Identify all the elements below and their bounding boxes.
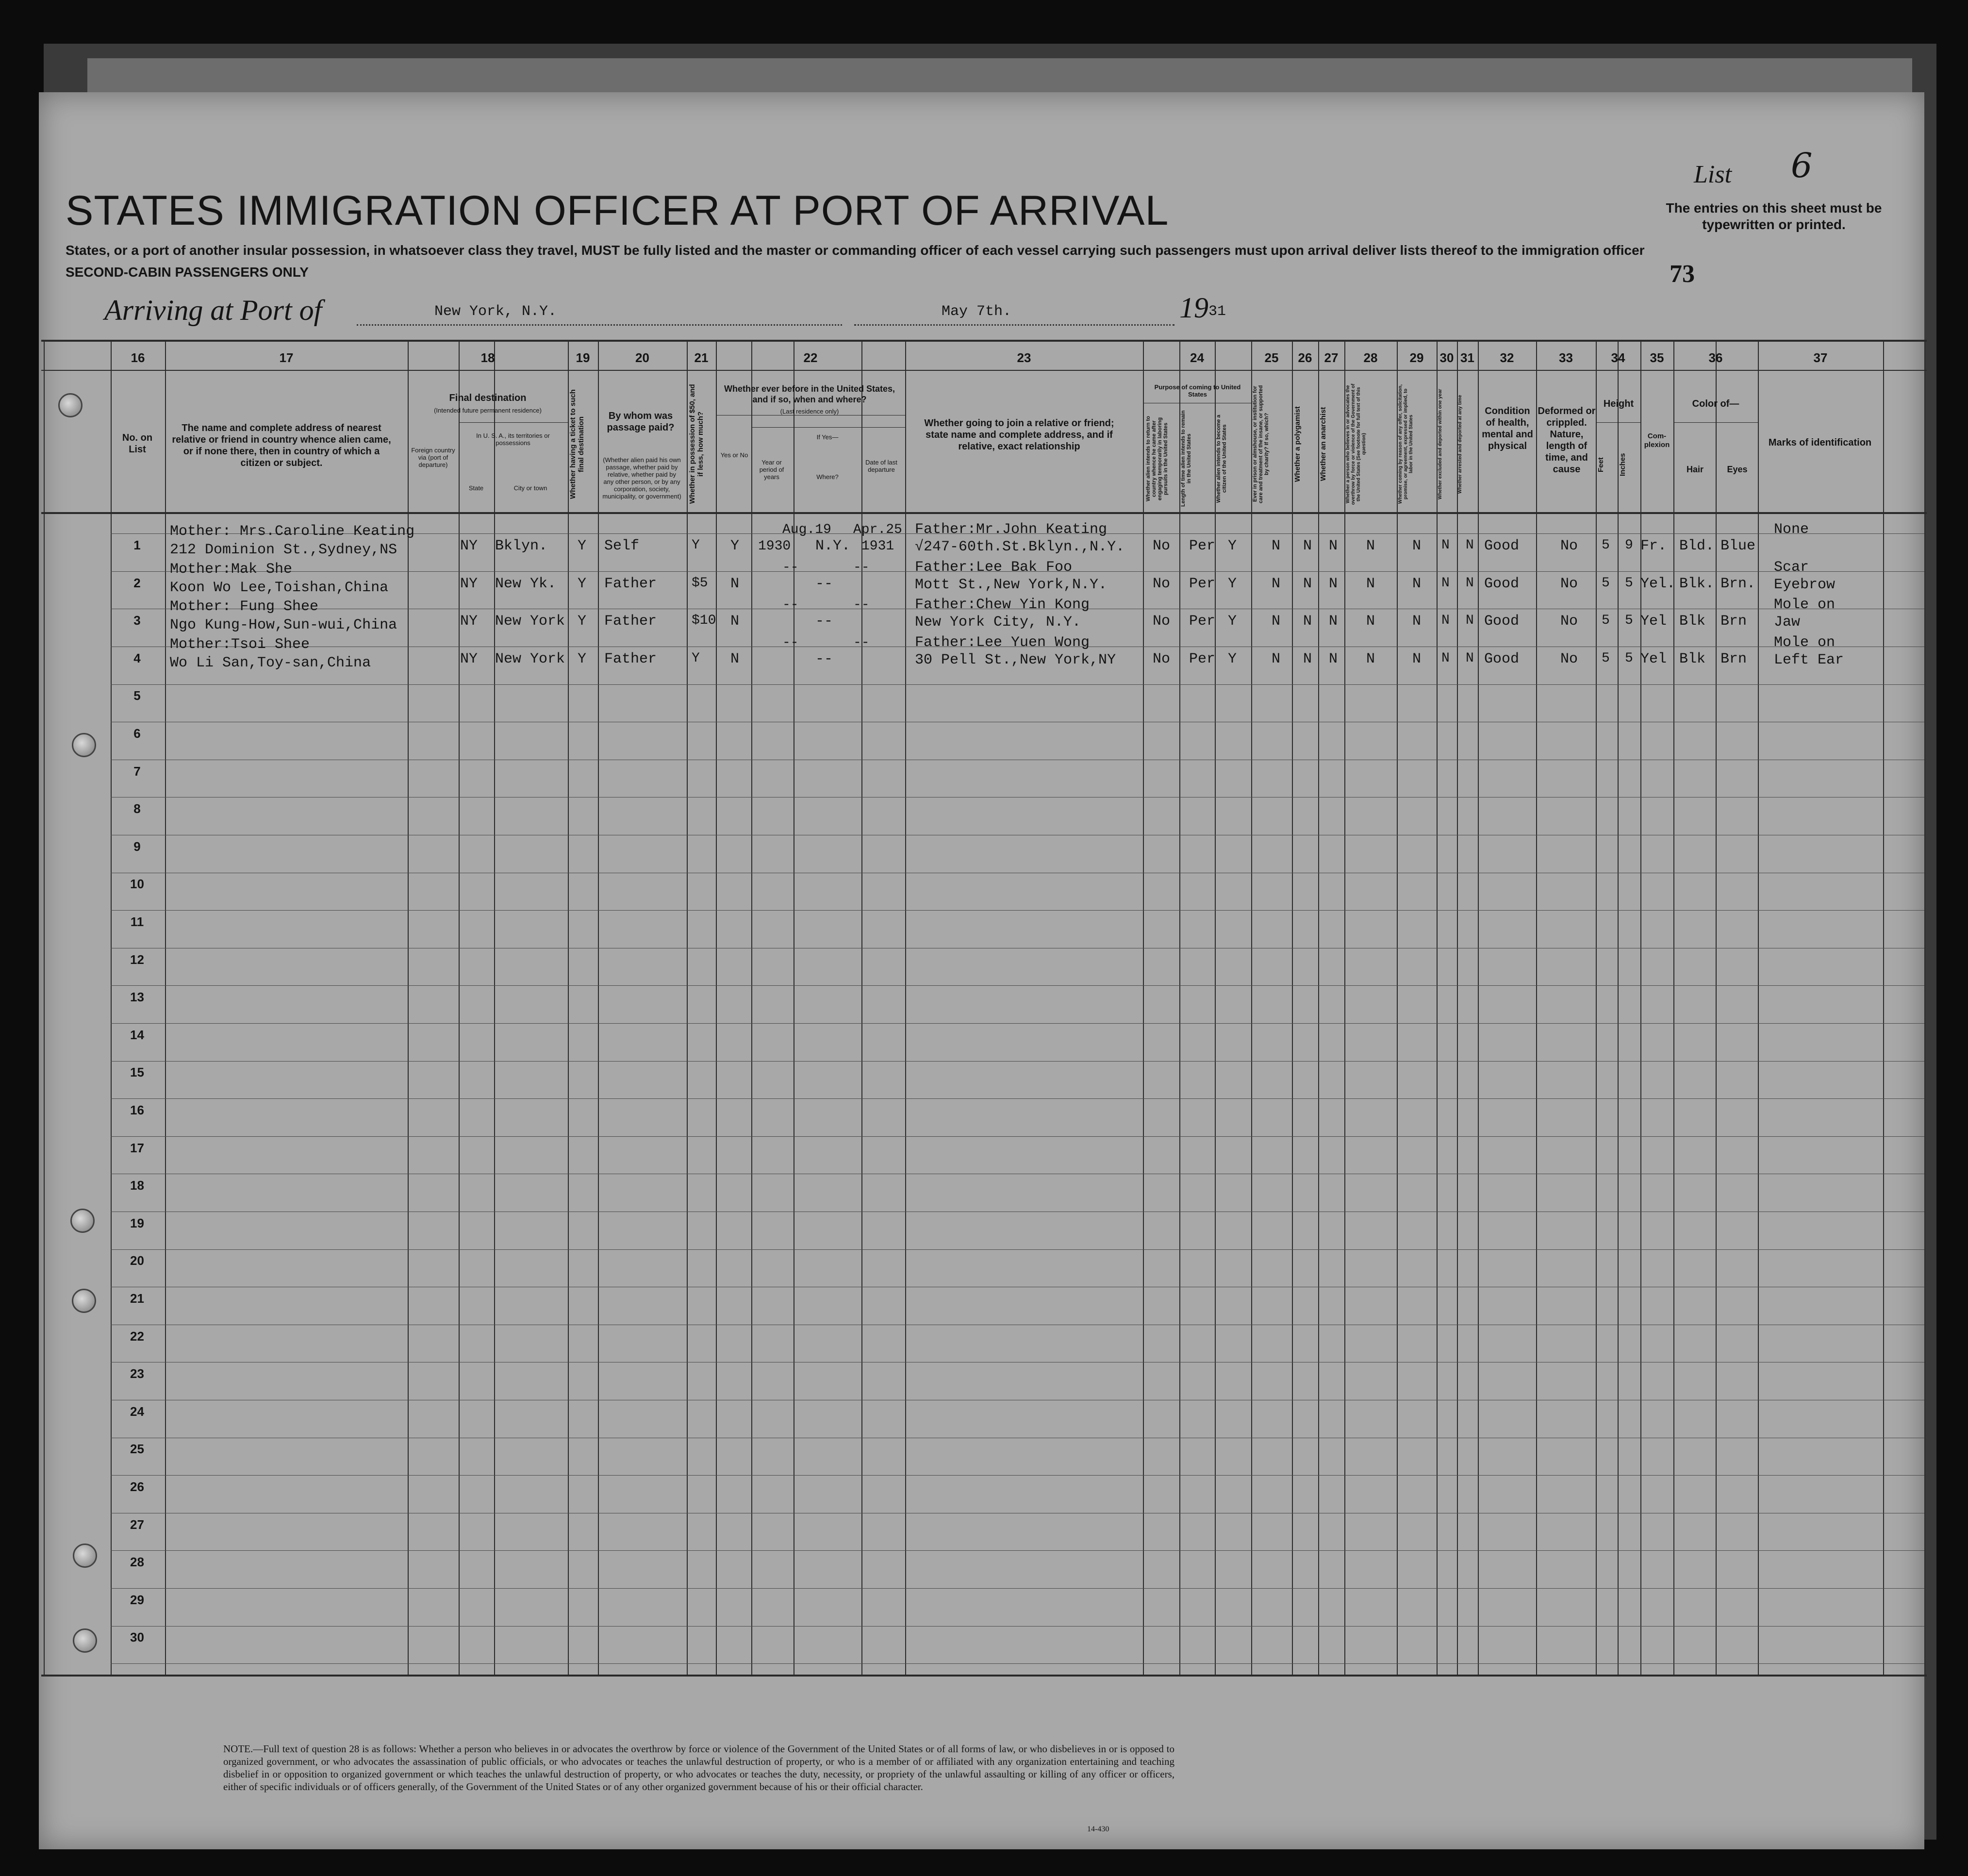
cell-c30: N <box>1441 651 1450 666</box>
header-36-eyes: Eyes <box>1727 465 1748 474</box>
header-22-yesno: Yes or No <box>720 451 748 459</box>
grid-column-rule <box>1344 340 1345 1675</box>
grid-column-rule <box>568 340 569 1675</box>
cell-ticket: Y <box>578 613 587 630</box>
header-22: Whether ever before in the United States, and if so, when and where? <box>724 384 895 404</box>
cell-c29: N <box>1412 538 1422 554</box>
grid-column-rule <box>1758 340 1759 1675</box>
grid-row-rule <box>111 1550 1924 1551</box>
cell-c28: N <box>1366 613 1375 630</box>
grid-column-rule <box>1457 340 1458 1675</box>
cell-state: NY <box>460 576 478 592</box>
binding-hole <box>72 733 96 757</box>
grid-row-rule <box>111 985 1924 986</box>
cell-deformed: No <box>1560 576 1578 592</box>
cell-c28: N <box>1366 651 1375 667</box>
cell-relative-1: Mother:Mak She <box>170 561 293 578</box>
header-21: Whether in possession of $50, and if less, how much? <box>688 384 705 504</box>
grid-column-rule <box>687 340 688 1675</box>
cell-deformed: No <box>1560 613 1578 630</box>
cell-c24a: No <box>1153 576 1171 592</box>
footnote: NOTE.—Full text of question 28 is as follows: Whether a person who believes in or advocates the overthrow by force or violence of the Government of the United States or of all forms of law, or who disbelieves in or is opposed to organized government, or who advocates the assassination of public officials, or who advocates or teaches the unlawful destruction of property, or who is a member of or affiliated with any organization entertaining and teaching disbelief in or opposition to organized government or which teaches the unlawful destruction of property, or who advocates or teaches the duty, necessity, or propriety of the unlawful assaulting or killing of any officer or officers, either of specific individuals or of officers generally, of the Government of the United States or of any other organized government because of his or their official character. <box>223 1743 1174 1793</box>
header-36-hair: Hair <box>1686 465 1703 474</box>
header-22-sub: (Last residence only) <box>780 408 839 415</box>
grid-colnum-rule <box>41 370 1927 371</box>
grid-row-rule <box>111 1098 1924 1099</box>
cell-where: -- <box>815 576 833 592</box>
header-29: Whether coming by reason of any offer, solicitation, promise, or agreement, expressed or implied, to labor in the United States <box>1398 384 1414 504</box>
cell-period-2: 1930 <box>758 539 791 554</box>
grid-column-rule <box>1536 340 1537 1675</box>
cell-join-1: Father:Lee Bak Foo <box>915 559 1073 576</box>
header-18-foreign: Foreign country via (port of departure) <box>411 447 455 468</box>
row-number: 10 <box>130 877 144 891</box>
grid-column-rule <box>1883 340 1884 1675</box>
cell-c31: N <box>1466 651 1474 666</box>
grid-row-rule <box>111 1249 1924 1250</box>
cell-city: New York <box>495 651 565 667</box>
cell-c26: N <box>1303 576 1312 592</box>
row-number: 28 <box>130 1555 144 1569</box>
cell-departure-2: 1931 <box>861 539 894 554</box>
cell-departure-1: -- <box>853 635 870 650</box>
row-number: 6 <box>133 726 141 741</box>
arriving-label: Arriving at Port of <box>104 294 322 326</box>
year-prefix: 19 <box>1179 292 1208 324</box>
binding-hole <box>73 1544 97 1568</box>
form-number: 14-430 <box>1087 1825 1109 1833</box>
row-number: 7 <box>133 764 141 779</box>
cell-ticket: Y <box>578 651 587 667</box>
header-24c: Whether alien intends to become a citizen of the United States <box>1216 415 1227 503</box>
row-number: 11 <box>130 914 144 929</box>
row-number: 25 <box>130 1442 144 1456</box>
header-36: Color of— <box>1692 398 1739 409</box>
cell-state: NY <box>460 538 478 554</box>
grid-column-rule <box>1143 340 1144 1675</box>
row-number: 23 <box>130 1366 144 1381</box>
header-33: Deformed or crippled. Nature, length of time, and cause <box>1538 406 1596 475</box>
cell-health: Good <box>1484 538 1520 554</box>
grid-column-rule <box>1397 340 1398 1675</box>
grid-column-rule <box>1596 340 1597 1675</box>
cell-health: Good <box>1484 576 1520 592</box>
header-22-date: Date of last departure <box>865 459 897 473</box>
cell-ticket: Y <box>578 538 587 554</box>
cell-c25: N <box>1272 613 1281 630</box>
row-number: 4 <box>133 651 141 665</box>
cell-c27: N <box>1329 613 1338 630</box>
cell-c24c: Y <box>1228 651 1237 667</box>
cell-where: -- <box>815 651 833 667</box>
cell-feet: 5 <box>1602 538 1610 553</box>
cell-join-2: Mott St.,New York,N.Y. <box>915 577 1108 593</box>
cell-c31: N <box>1466 613 1474 628</box>
cell-paid-by: Father <box>604 651 657 667</box>
grid-row-rule <box>111 1136 1924 1137</box>
cell-before: N <box>730 613 740 630</box>
cell-hair: Blk <box>1679 613 1706 630</box>
cell-money: $5 <box>692 576 708 591</box>
header-30: Whether excluded and deported within one year <box>1438 389 1443 499</box>
cell-c24b: Per <box>1189 613 1216 630</box>
cell-money: $10 <box>692 613 716 628</box>
row-number: 20 <box>130 1253 144 1268</box>
column-number: 29 <box>1409 350 1424 365</box>
column-number: 22 <box>803 350 818 365</box>
year-suffix: 31 <box>1208 303 1226 320</box>
cell-city: Bklyn. <box>495 538 548 554</box>
cell-c31: N <box>1466 576 1474 591</box>
row-number: 21 <box>130 1291 144 1306</box>
cell-inches: 5 <box>1625 613 1633 628</box>
entries-note: The entries on this sheet must be typewritten or printed. <box>1666 200 1882 232</box>
cell-inches: 9 <box>1625 538 1633 553</box>
column-number: 17 <box>279 350 294 365</box>
row-number: 26 <box>130 1479 144 1494</box>
grid-row-rule <box>111 1663 1924 1664</box>
column-number: 32 <box>1500 350 1514 365</box>
header-25: Ever in prison or almshouse, or institution for care and treatment of the insane, or supported by charity? If so, which? <box>1252 385 1270 503</box>
grid-column-rule <box>44 340 45 1675</box>
header-18-city: City or town <box>513 484 547 492</box>
cell-deformed: No <box>1560 538 1578 554</box>
form-subtitle: States, or a port of another insular possession, in whatsoever class they travel, MUST be fully listed and the master or commanding officer of each vessel carrying such passengers must upon arrival deliver lists thereof to the immigration officer <box>66 243 1645 258</box>
cell-c27: N <box>1329 538 1338 554</box>
cell-paid-by: Father <box>604 613 657 630</box>
header-20: By whom was passage paid? <box>607 411 675 433</box>
cell-c30: N <box>1441 538 1450 553</box>
header-24b: Length of time alien intends to remain in the United States <box>1180 410 1192 507</box>
header-20-sub: (Whether alien paid his own passage, whether paid by relative, whether paid by any other person, or by any corporation, society, municipality, or government) <box>602 456 681 500</box>
cell-relative-1: Mother: Fung Shee <box>170 598 319 615</box>
column-number: 20 <box>635 350 649 365</box>
cell-complexion: Yel. <box>1640 576 1676 592</box>
cell-inches: 5 <box>1625 651 1633 666</box>
binding-hole <box>72 1289 96 1313</box>
grid-row-rule <box>111 910 1924 911</box>
cell-c28: N <box>1366 576 1375 592</box>
header-24a: Whether alien intends to return to country whence he came after engaging temporarily in laboring pursuits in the United States <box>1145 416 1169 502</box>
row-number: 24 <box>130 1404 144 1419</box>
header-34: Height <box>1603 398 1634 409</box>
header-22-where: Where? <box>816 473 839 481</box>
grid-row-rule <box>111 1475 1924 1476</box>
grid-column-rule <box>1437 340 1438 1675</box>
column-number: 33 <box>1559 350 1573 365</box>
header-16: No. on List <box>122 432 153 455</box>
header-35: Com- plexion <box>1644 432 1670 449</box>
grid-column-rule <box>1478 340 1479 1675</box>
row-number: 29 <box>130 1593 144 1607</box>
grid-row-rule <box>111 1626 1924 1627</box>
cell-c24a: No <box>1153 613 1171 630</box>
cell-c24b: Per <box>1189 651 1216 667</box>
row-number: 3 <box>133 613 141 628</box>
column-number: 25 <box>1264 350 1279 365</box>
binding-hole <box>73 1628 97 1653</box>
cell-relative-2: Ngo Kung-How,Sun-wui,China <box>170 617 397 633</box>
cell-period-1: Aug.19 <box>782 522 831 537</box>
grid-sub-rule <box>459 422 568 423</box>
grid-column-rule <box>1673 340 1674 1675</box>
cell-eyes: Brn <box>1720 651 1747 667</box>
row-number: 16 <box>130 1103 144 1117</box>
column-number: 35 <box>1650 350 1664 365</box>
cell-relative-1: Mother:Tsoi Shee <box>170 636 310 653</box>
header-18-state: State <box>468 484 484 492</box>
cell-period-1: -- <box>782 560 799 575</box>
column-number: 34 <box>1611 350 1625 365</box>
grid-row-rule <box>111 1588 1924 1589</box>
row-number: 15 <box>130 1065 144 1079</box>
cell-money: Y <box>692 538 700 553</box>
grid-column-rule <box>459 340 460 1675</box>
cell-c24a: No <box>1153 538 1171 554</box>
row-number: 22 <box>130 1329 144 1344</box>
grid-sub-rule <box>1673 422 1758 423</box>
cell-money: Y <box>692 651 700 666</box>
cell-c24a: No <box>1153 651 1171 667</box>
cell-marks-1: Mole on <box>1774 597 1836 613</box>
cell-departure-1: Apr.25 <box>853 522 902 537</box>
header-23: Whether going to join a relative or friend; state name and complete address, and if relative, exact relationship <box>924 418 1114 452</box>
column-number: 28 <box>1363 350 1378 365</box>
cell-marks-1: Scar <box>1774 559 1809 576</box>
grid-row-rule <box>111 1023 1924 1024</box>
cell-c24c: Y <box>1228 613 1237 630</box>
cell-state: NY <box>460 651 478 667</box>
grid-header-rule <box>41 512 1927 514</box>
cell-eyes: Brn <box>1720 613 1747 630</box>
cell-state: NY <box>460 613 478 630</box>
cell-join-1: Father:Mr.John Keating <box>915 521 1108 538</box>
cell-c29: N <box>1412 651 1422 667</box>
cell-ticket: Y <box>578 576 587 592</box>
list-label: List <box>1694 161 1732 188</box>
date-value: May 7th. <box>942 303 1012 320</box>
grid-column-rule <box>1924 340 1925 1675</box>
grid-top-rule <box>41 340 1927 342</box>
header-26: Whether a polygamist <box>1293 406 1302 482</box>
header-18-sub: (Intended future permanent residence) <box>434 407 542 414</box>
header-18: Final destination <box>449 393 527 403</box>
cell-complexion: Yel <box>1640 651 1667 667</box>
cell-marks-2: Eyebrow <box>1774 577 1836 593</box>
header-34-feet: Feet <box>1597 457 1605 472</box>
grid-row-rule <box>111 684 1924 685</box>
row-number: 8 <box>133 801 141 816</box>
row-number: 30 <box>130 1630 144 1644</box>
column-number: 23 <box>1017 350 1031 365</box>
column-number: 30 <box>1439 350 1454 365</box>
row-number: 1 <box>133 538 141 552</box>
column-number: 26 <box>1298 350 1312 365</box>
row-number: 2 <box>133 576 141 590</box>
cell-c26: N <box>1303 651 1312 667</box>
cell-paid-by: Father <box>604 576 657 592</box>
grid-column-rule <box>165 340 166 1675</box>
cell-c29: N <box>1412 613 1422 630</box>
row-number: 27 <box>130 1517 144 1532</box>
column-number: 37 <box>1813 350 1828 365</box>
grid-column-rule <box>1318 340 1319 1675</box>
row-number: 5 <box>133 688 141 703</box>
row-number: 18 <box>130 1178 144 1193</box>
cell-join-2: New York City, N.Y. <box>915 614 1081 631</box>
cell-departure-1: -- <box>853 598 870 613</box>
header-27: Whether an anarchist <box>1319 407 1327 481</box>
grid-row-rule <box>111 1061 1924 1062</box>
cell-deformed: No <box>1560 651 1578 667</box>
cell-health: Good <box>1484 613 1520 630</box>
cell-join-2: √247-60th.St.Bklyn.,N.Y. <box>915 539 1125 555</box>
header-37: Marks of identification <box>1768 437 1872 448</box>
cell-complexion: Yel <box>1640 613 1667 630</box>
row-number: 12 <box>130 952 144 967</box>
grid-column-rule <box>1292 340 1293 1675</box>
row-number: 17 <box>130 1141 144 1155</box>
cell-c24b: Per <box>1189 538 1216 554</box>
cell-c25: N <box>1272 576 1281 592</box>
binding-hole <box>58 393 83 417</box>
header-19: Whether having a ticket to such final destination <box>569 389 585 499</box>
class-line: SECOND-CABIN PASSENGERS ONLY <box>66 265 309 280</box>
cell-c24c: Y <box>1228 576 1237 592</box>
header-22-ifyes: If Yes— <box>816 433 839 441</box>
column-number: 27 <box>1324 350 1339 365</box>
cell-c26: N <box>1303 538 1312 554</box>
cell-hair: Bld. <box>1679 538 1715 554</box>
cell-before: N <box>730 576 740 592</box>
cell-where: N.Y. <box>815 538 851 554</box>
grid-column-rule <box>751 340 752 1675</box>
grid-column-rule <box>1716 340 1717 1675</box>
port-line <box>357 324 842 326</box>
cell-c27: N <box>1329 651 1338 667</box>
cell-complexion: Fr. <box>1640 538 1667 554</box>
port-value: New York, N.Y. <box>434 303 557 320</box>
row-number: 19 <box>130 1216 144 1230</box>
cell-c30: N <box>1441 576 1450 591</box>
header-17: The name and complete address of nearest relative or friend in country whence alien came, or if none there, then in country of which a citizen or subject. <box>172 423 391 468</box>
cell-marks-1: None <box>1774 521 1809 538</box>
cell-c31: N <box>1466 538 1474 553</box>
cell-health: Good <box>1484 651 1520 667</box>
cell-relative-2: Koon Wo Lee,Toishan,China <box>170 580 389 596</box>
cell-feet: 5 <box>1602 576 1610 591</box>
column-number: 31 <box>1460 350 1474 365</box>
cell-city: New Yk. <box>495 576 557 592</box>
cell-marks-1: Mole on <box>1774 634 1836 651</box>
cell-eyes: Blue <box>1720 538 1756 554</box>
cell-before: N <box>730 651 740 667</box>
cell-feet: 5 <box>1602 651 1610 666</box>
cell-c28: N <box>1366 538 1375 554</box>
column-number: 24 <box>1190 350 1204 365</box>
cell-join-1: Father:Chew Yin Kong <box>915 597 1090 613</box>
cell-marks-2: Jaw <box>1774 614 1801 631</box>
cell-join-2: 30 Pell St.,New York,NY <box>915 652 1116 668</box>
grid-column-rule <box>598 340 599 1675</box>
grid-sub-rule <box>1596 422 1640 423</box>
cell-where: -- <box>815 613 833 630</box>
column-number: 19 <box>576 350 590 365</box>
column-number: 36 <box>1708 350 1723 365</box>
cell-marks-2: Left Ear <box>1774 652 1844 668</box>
header-28: Whether a person who believes in or advocates the overthrow by force or violence of the Government of the United States (See footnote for full text of this question) <box>1345 383 1367 505</box>
header-22-year: Year or period of years <box>759 459 784 481</box>
list-number: 6 <box>1791 146 1813 185</box>
grid-column-rule <box>716 340 717 1675</box>
cell-c29: N <box>1412 576 1422 592</box>
grid-column-rule <box>1251 340 1252 1675</box>
column-number: 16 <box>131 350 145 365</box>
cell-paid-by: Self <box>604 538 640 554</box>
cell-feet: 5 <box>1602 613 1610 628</box>
row-number: 13 <box>130 990 144 1004</box>
cell-relative-1: Mother: Mrs.Caroline Keating <box>170 523 415 540</box>
cell-period-1: -- <box>782 635 799 650</box>
grid-column-rule <box>1618 340 1619 1675</box>
cell-before: Y <box>730 538 740 554</box>
header-24: Purpose of coming to United States <box>1154 383 1241 398</box>
header-18-usa: In U. S. A., its territories or possessions <box>476 432 550 447</box>
cell-period-1: -- <box>782 598 799 613</box>
cell-c24c: Y <box>1228 538 1237 554</box>
cell-hair: Blk <box>1679 651 1706 667</box>
cell-inches: 5 <box>1625 576 1633 591</box>
page-number: 73 <box>1670 260 1695 288</box>
cell-join-1: Father:Lee Yuen Wong <box>915 634 1090 651</box>
grid-column-rule <box>408 340 409 1675</box>
row-number: 14 <box>130 1028 144 1042</box>
binding-hole <box>70 1209 95 1233</box>
grid-sub-rule <box>751 427 905 428</box>
cell-relative-2: Wo Li San,Toy-san,China <box>170 655 371 671</box>
column-number: 21 <box>694 350 709 365</box>
header-32: Condition of health, mental and physical <box>1482 406 1533 451</box>
cell-eyes: Brn. <box>1720 576 1756 592</box>
cell-hair: Blk. <box>1679 576 1715 592</box>
date-line <box>854 324 1174 326</box>
cell-departure-1: -- <box>853 560 870 575</box>
grid-column-rule <box>1179 340 1180 1675</box>
cell-c24b: Per <box>1189 576 1216 592</box>
grid-column-rule <box>905 340 906 1675</box>
grid-bottom-rule <box>41 1675 1927 1677</box>
cell-c27: N <box>1329 576 1338 592</box>
cell-city: New York <box>495 613 565 630</box>
header-34-inches: Inches <box>1619 453 1627 477</box>
form-title: STATES IMMIGRATION OFFICER AT PORT OF ARRIVAL <box>66 187 1169 234</box>
cell-c25: N <box>1272 538 1281 554</box>
column-number: 18 <box>480 350 495 365</box>
cell-relative-2: 212 Dominion St.,Sydney,NS <box>170 542 397 558</box>
cell-c25: N <box>1272 651 1281 667</box>
cell-c30: N <box>1441 613 1450 628</box>
cell-c26: N <box>1303 613 1312 630</box>
header-31: Whether arrested and deported at any time <box>1457 395 1463 494</box>
row-number: 9 <box>133 839 141 854</box>
